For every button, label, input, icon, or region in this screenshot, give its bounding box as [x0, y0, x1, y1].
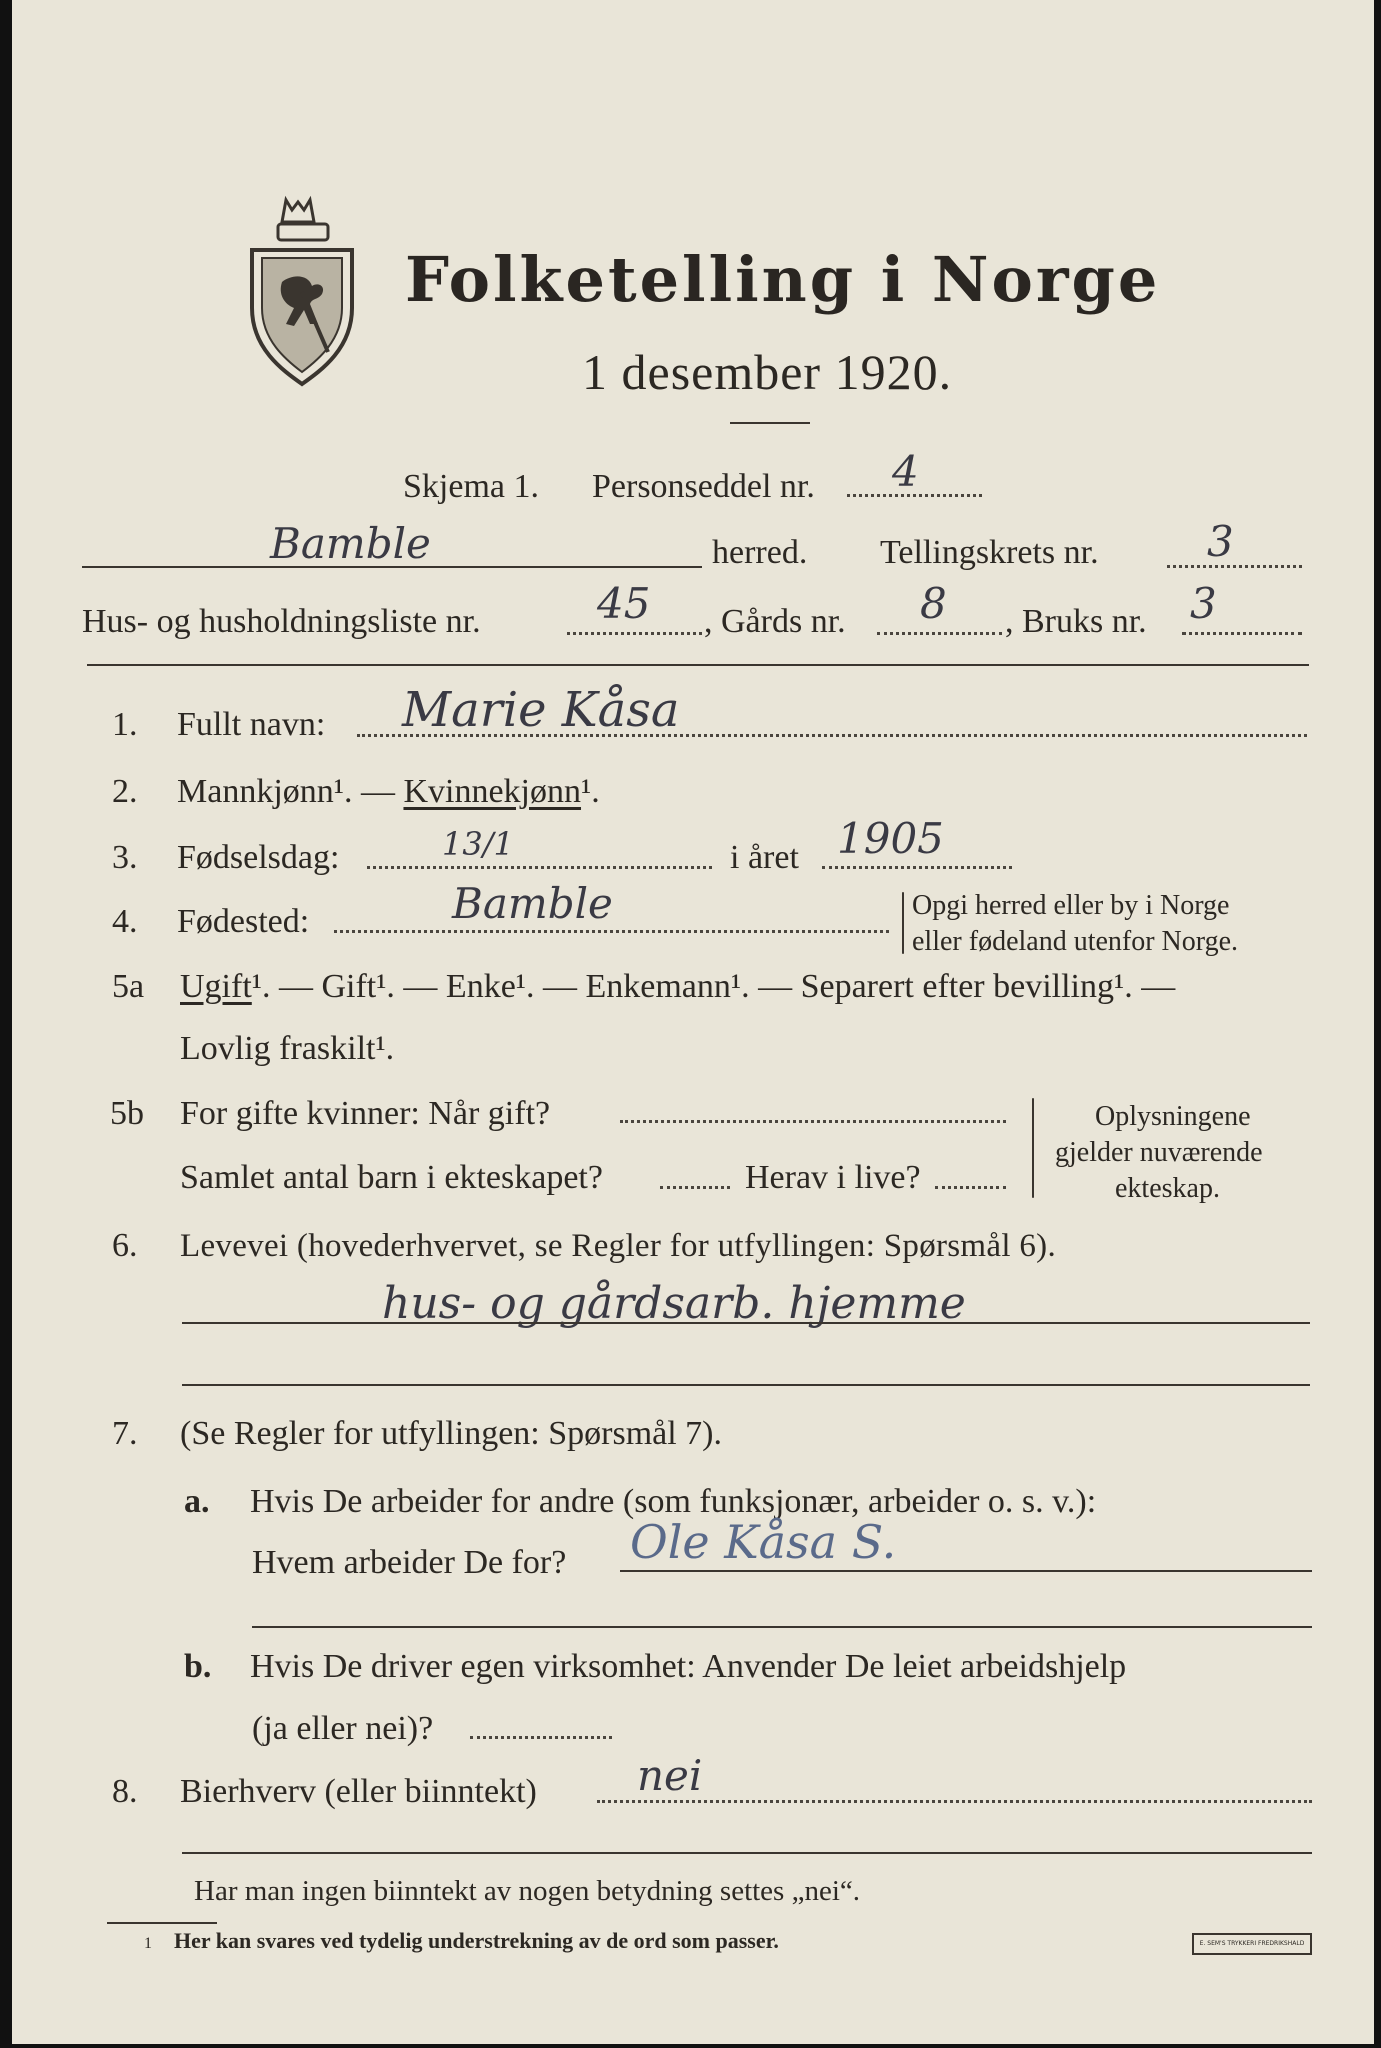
q3-label: Fødselsdag:	[177, 839, 340, 876]
personseddel-value: 4	[892, 447, 919, 496]
q4-value: Bamble	[452, 879, 613, 928]
q7a-line1: Hvis De arbeider for andre (som funksjonær, arbeider o. s. v.):	[250, 1483, 1097, 1520]
skjema-label: Skjema 1.	[403, 468, 539, 505]
bruks-value: 3	[1190, 579, 1217, 628]
q4-brace	[902, 892, 904, 954]
q6-label: Levevei (hovederhvervet, se Regler for utfyllingen: Spørsmål 6).	[180, 1228, 1057, 1264]
printer-stamp: E. SEM'S TRYKKERI FREDRIKSHALD	[1192, 1933, 1312, 1955]
q4-number: 4.	[112, 903, 138, 940]
q2-female-suffix: ¹.	[581, 773, 600, 810]
q1-number: 1.	[112, 706, 138, 743]
tellingskrets-value: 3	[1207, 517, 1234, 566]
gards-value: 8	[920, 579, 947, 628]
q5a-options	[180, 967, 1175, 1007]
q8-label: Bierhverv (eller biinntekt)	[180, 1773, 537, 1810]
q7b-line1: Hvis De driver egen virksomhet: Anvender De leiet arbeidshjelp	[250, 1648, 1127, 1685]
tellingskrets-line	[1167, 565, 1302, 568]
q2-label	[177, 772, 600, 812]
husliste-label: Hus- og husholdningsliste nr.	[82, 603, 481, 640]
q5b-line2a-fill	[660, 1186, 730, 1189]
q2-number: 2.	[112, 773, 138, 810]
q8-line	[597, 1800, 1312, 1803]
gards-line	[877, 632, 1002, 635]
q7-number: 7.	[112, 1415, 138, 1452]
q1-label: Fullt navn:	[177, 706, 326, 743]
q7-label: (Se Regler for utfyllingen: Spørsmål 7).	[180, 1415, 723, 1452]
herred-value: Bamble	[270, 519, 431, 568]
q5b-line2b-fill	[935, 1186, 1006, 1189]
q7b-line2: (ja eller nei)?	[252, 1710, 434, 1747]
q5b-line1: For gifte kvinner: Når gift?	[180, 1095, 551, 1132]
q4-note-1: Opgi herred eller by i Norge	[912, 890, 1230, 921]
q8-value: nei	[637, 1751, 703, 1800]
q5b-line2a: Samlet antal barn i ekteskapet?	[180, 1159, 603, 1196]
q5b-line1-fill	[620, 1120, 1006, 1123]
q4-label: Fødested:	[177, 903, 310, 940]
q2-female: Kvinnekjønn	[403, 773, 582, 810]
bruks-label: , Bruks nr.	[1005, 603, 1147, 640]
header-rule	[87, 664, 1309, 666]
q6-line1	[182, 1322, 1310, 1324]
footer-note: Har man ingen biinntekt av nogen betydning settes „nei“.	[194, 1875, 861, 1907]
q5b-note-3: ekteskap.	[1115, 1173, 1220, 1204]
q6-number: 6.	[112, 1227, 138, 1264]
q5a-ugift: Ugift	[180, 968, 252, 1005]
form-date: 1 desember 1920.	[582, 344, 953, 400]
census-form	[12, 0, 1374, 2044]
q3-year-line	[822, 866, 1012, 869]
q3-line	[367, 866, 712, 869]
q3-year-label: i året	[730, 839, 799, 876]
q6-value: hus- og gårdsarb. hjemme	[382, 1278, 966, 1329]
q3-number: 3.	[112, 839, 138, 876]
q2-male: Mannkjønn¹. —	[177, 773, 395, 810]
herred-label: herred.	[712, 534, 808, 571]
q5b-note-1: Oplysningene	[1095, 1101, 1251, 1132]
husliste-line	[567, 632, 702, 635]
q7a-value: Ole Kåsa S.	[630, 1515, 897, 1569]
tellingskrets-label: Tellingskrets nr.	[880, 534, 1099, 571]
q5b-number: 5b	[110, 1095, 144, 1132]
gards-label: , Gårds nr.	[704, 603, 846, 640]
q3-value: 13/1	[442, 825, 514, 863]
q7b-answer-line	[470, 1736, 612, 1739]
personseddel-label: Personseddel nr.	[592, 468, 815, 505]
footnote-mark: 1	[144, 1935, 152, 1952]
q5a-line2: Lovlig fraskilt¹.	[180, 1030, 395, 1067]
q7a-letter: a.	[184, 1483, 210, 1520]
q5b-note-2: gjelder nuværende	[1055, 1137, 1263, 1168]
q5b-line2b: Herav i live?	[745, 1159, 921, 1196]
bruks-line	[1182, 632, 1302, 635]
form-title: Folketelling i Norge	[405, 243, 1161, 316]
husliste-value: 45	[597, 579, 651, 628]
q4-note-2: eller fødeland utenfor Norge.	[912, 926, 1239, 957]
q1-value: Marie Kåsa	[402, 682, 680, 738]
q3-year-value: 1905	[837, 814, 944, 863]
q8-number: 8.	[112, 1773, 138, 1810]
q7a-extra-line	[252, 1626, 1312, 1628]
q8-extra-line	[182, 1852, 1312, 1854]
footnote-rule	[107, 1922, 217, 1924]
q5b-brace	[1032, 1098, 1034, 1198]
q5a-number: 5a	[112, 968, 145, 1005]
q6-line2	[182, 1384, 1310, 1386]
q7b-letter: b.	[184, 1648, 212, 1685]
title-rule	[730, 422, 810, 424]
coat-of-arms-icon	[242, 192, 362, 390]
q7a-answer-line	[620, 1570, 1312, 1572]
q7a-line2: Hvem arbeider De for?	[252, 1544, 567, 1581]
q4-line	[334, 930, 889, 933]
q5a-rest: ¹. — Gift¹. — Enke¹. — Enkemann¹. — Separert efter bevilling¹. —	[251, 968, 1176, 1005]
footnote-text: Her kan svares ved tydelig understrekning av de ord som passer.	[174, 1928, 779, 1953]
